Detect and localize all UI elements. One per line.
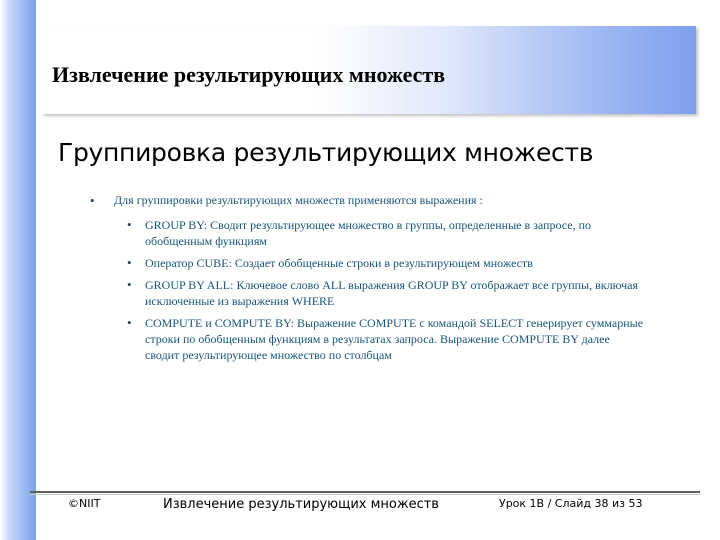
- bullet-icon: •: [127, 315, 132, 330]
- slide-subtitle: Группировка результирующих множеств: [58, 138, 594, 167]
- list-item-text: COMPUTE и COMPUTE BY: Выражение COMPUTE с командой SELECT генерирует суммарные строки по обобщенным функциям в результатах запроса. Выражение COMPUTE BY далее сводит результирующее множество по столбцам: [145, 316, 644, 362]
- list-item: [90, 217, 645, 249]
- intro-text: Для группировки результирующих множеств применяются выражения :: [114, 193, 483, 207]
- bullet-icon: •: [127, 255, 132, 270]
- footer-page-info: Урок 1B / Слайд 38 из 53: [499, 497, 643, 510]
- footer-divider: [30, 491, 700, 493]
- list-item-text: GROUP BY: Сводит результирующее множество в группы, определенные в запросе, по обобщенным функциям: [145, 218, 591, 248]
- footer-copyright: ©NIIT: [68, 497, 101, 510]
- intro-bullet: [90, 193, 680, 208]
- bullet-icon: •: [127, 217, 132, 232]
- footer-title: Извлечение результирующих множеств: [163, 497, 439, 512]
- bullet-icon: •: [127, 277, 132, 292]
- bullet-icon: •: [90, 193, 95, 208]
- list-item-text: Оператор CUBE: Создает обобщенные строки в результирующем множеств: [145, 256, 533, 270]
- footer-divider-shadow: [30, 494, 700, 495]
- list-item: [90, 277, 645, 309]
- list-item: [90, 315, 645, 363]
- title-band: [42, 26, 696, 114]
- list-item: [90, 255, 645, 271]
- left-gradient-bar: [0, 0, 36, 540]
- slide-title: Извлечение результирующих множеств: [52, 62, 446, 87]
- slide-content: [90, 193, 680, 369]
- list-item-text: GROUP BY ALL: Ключевое слово ALL выражения GROUP BY отображает все группы, включая исключенные из выражения WHERE: [145, 278, 638, 308]
